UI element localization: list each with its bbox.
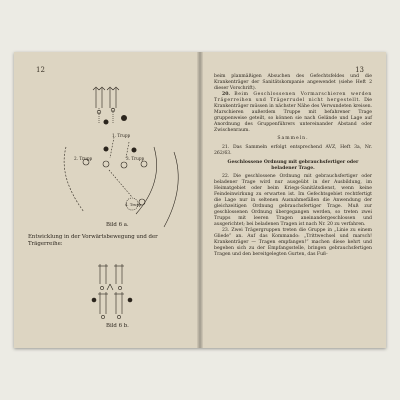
section-heading-geschlossene-ordnung: Geschlossene Ordnung mit gebrauchsfertiger oder beladener Trage.	[227, 159, 359, 171]
stretcher-column-bottom	[92, 264, 132, 319]
stretcher-group-top	[93, 87, 119, 124]
formation-diagram	[14, 52, 200, 348]
section-heading-sammeln: Sammeln.	[277, 136, 309, 142]
paragraph-22: 22. Die geschlossene Ordnung mit gebrauchsfertiger oder beladener Trage wird nur ausgeübt in der Ausbildung, im Heimatgebiet oder beim Kriegs-Sanitätsdienst, wenn keine Feindeinwirkung zu erwarten ist. Im Gefechtsgebiet rechtfertigt die Lage nur in seltenen Ausnahmefällen die Anwendung der gleichzeitigen Ordnung gebrauchsfertiger Trage. Muß zur geschlossenen Ordnung übergegangen werden, so treten zwei Trupps mit leeren Tragen aneinandergeschlossen und ausgerichtet; bei beladenen Tragen ist nach Nr. 20 zu verfahren.	[214, 173, 372, 227]
para-20-rest: Die Krankenträger müssen in nächster Nähe des Verwundeten kreisen. Marschieren außerdem Truppe mit befahrener Trage gruppenweise geteilt, so können sie nach Gelände und Lage auf Anordnung des Gruppenführers untereinander Abstand oder Zwischenraum.	[214, 98, 372, 134]
paragraph-continued: beim planmäßigen Absuchen des Gefechtsfeldes und die Krankenträger der Sanitätskompanie angewendet (siehe Heft 2 dieser Vorschrift).	[214, 74, 372, 92]
troop-label-2: 2. Trupp	[74, 156, 93, 161]
figure-caption-6b: Bild 6 b.	[106, 323, 129, 329]
troop-symbols	[64, 137, 178, 227]
right-page	[200, 52, 386, 348]
left-page	[14, 52, 200, 348]
figure-caption-6a: Bild 6 a.	[106, 222, 129, 228]
page-body-text	[214, 74, 372, 258]
paragraph-21: 21. Das Sammeln erfolgt entsprechend AVZ, Heft 3a, Nr. 262/63.	[214, 144, 372, 156]
book-gutter	[197, 52, 203, 348]
paragraph-20	[214, 92, 372, 134]
troop-label-1: 1. Trupp	[112, 133, 131, 138]
troop-label-3: 3. Trupp	[126, 156, 145, 161]
paragraph-23: 23. Zwei Trägergruppen treten die Gruppe in „Linie zu einem Gliede“ an. Auf das Kommando: „Trittwechsel und marsch! Krankenträger — Tragen empfangen!“ machen diese kehrt und begeben sich zu der Empfangsstelle, bringen gebrauchsfertigen Tragen und den bereitgelegten Gurten, das Fuß-	[214, 228, 372, 258]
figure-description-line1: Entwicklung in der Vorwärtsbewegung und der	[28, 234, 158, 240]
troop-label-4: 4. Trupp	[125, 202, 142, 207]
page-number-right: 13	[355, 66, 364, 74]
figure-description-line2: Trägerreihe:	[28, 241, 63, 247]
page-number-left: 12	[36, 66, 45, 74]
open-book	[14, 52, 386, 348]
para-number-20: 20.	[222, 92, 230, 98]
para-20-lead: Beim Geschlossenen Vormarschieren werden Trägerreihen und Trägerrudel nicht hergestellt.	[214, 92, 372, 104]
